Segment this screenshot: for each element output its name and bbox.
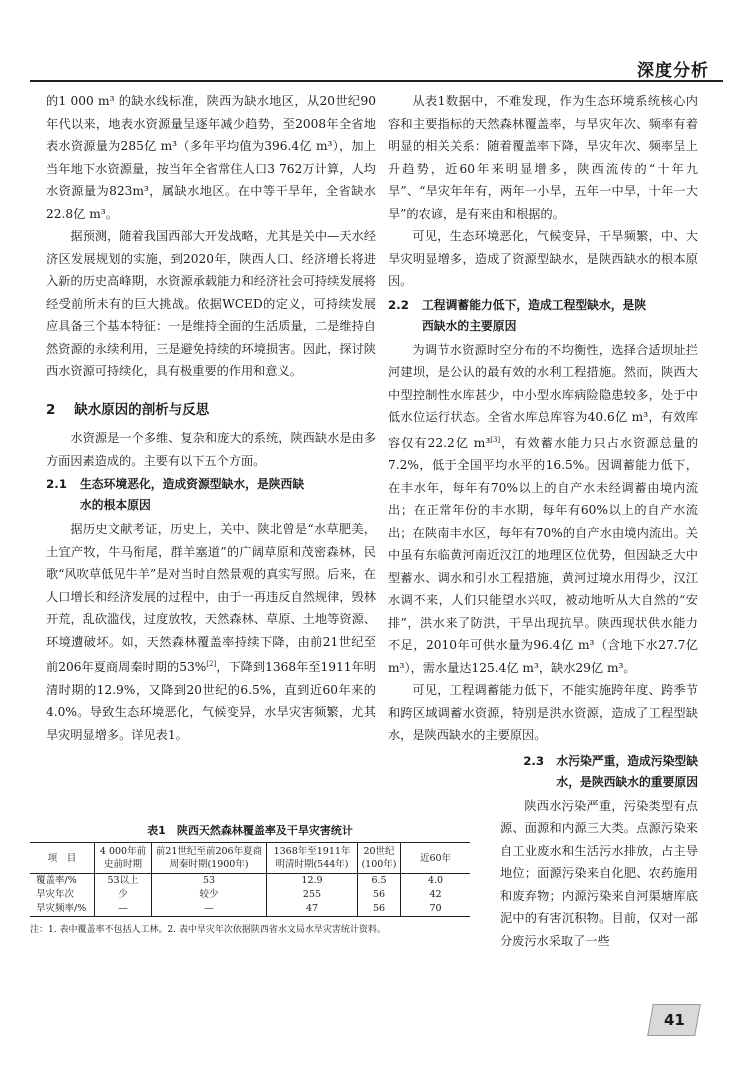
citation: [2] <box>206 660 217 668</box>
section-title-text: 缺水原因的剖析与反思 <box>74 401 210 418</box>
table-cell: 覆盖率/% <box>36 875 77 886</box>
table-cell: 255 <box>267 888 358 902</box>
paragraph-text: ，下降到1368年至1911年明清时期的12.9%，又降到20世纪的6.5%，直到近60年来的4.0%。导致生态环境恶化，气候变异，水旱灾害频繁，尤其旱灾明显增多。详见表1。 <box>46 660 376 742</box>
citation: [3] <box>490 435 501 444</box>
subsection-heading <box>388 295 698 337</box>
column-header: 20世纪(100年) <box>358 843 401 874</box>
paragraph-text: ，有效蓄水能力只占水资源总量的7.2%，低于全国平均水平的16.5%。因调蓄能力低下，在丰水年，每年有70%以上的自产水未经调蓄由境内流出；在正常年份的丰水期，每年有60%以上的自产水流出；在陕南丰水区，每年有70%的自产水由境内流出。关中虽有东临黄河南近汉江的地理区位优势，但因缺乏大中型蓄水、调水和引水工程措施，黄河过境水用得少，汉江水调不来，人们只能望水兴叹，被动地听从大自然的“安排”，洪水来了防洪，干旱出现抗旱。陕西现状供水能力不足，2010年可供水量为96.4亿 m³（含地下水27.7亿 m³），需水量达125.4亿 m³，缺水29亿 m³。 <box>388 435 699 675</box>
page-number-badge <box>647 1004 701 1036</box>
page-number: 41 <box>663 1011 685 1029</box>
subsection-title-cont: 西缺水的主要原因 <box>422 318 517 333</box>
table-row <box>30 902 470 917</box>
table-cell: — <box>95 902 152 917</box>
paragraph: 可见，生态环境恶化，气候变异，干旱频繁，中、大旱灾明显增多，造成了资源型缺水，是陕西缺水的根本原因。 <box>388 229 698 288</box>
table-row <box>30 874 470 889</box>
subsection-number: 2.3 <box>523 753 545 768</box>
table-cell: 70 <box>401 902 471 917</box>
table-caption: 表1 陕西天然森林覆盖率及干旱灾害统计 <box>147 824 353 837</box>
paragraph: 水资源是一个多维、复杂和庞大的系统，陕西缺水是由多方面因素造成的。主要有以下五个方面。 <box>46 431 376 468</box>
data-table <box>30 842 470 917</box>
column-header: 4 000年前史前时期 <box>95 843 152 874</box>
column-header: 项 目 <box>30 843 95 874</box>
paragraph-text: 为调节水资源时空分布的不均衡性，选择合适坝址拦河建坝，是公认的最有效的水利工程措施。然而，陕西大中型控制性水库甚少，中小型水库病险隐患较多，处于中低水位运行状态。全省水库总库容为40.6亿 m³，有效库容仅有22.2亿 m³ <box>388 342 698 450</box>
table-cell: 12.9 <box>267 874 358 889</box>
paragraph: 陕西水污染严重，污染类型有点源、面源和内源三大类。点源污染来自工业废水和生活污水排放，占主导地位；面源污染来自化肥、农药施用和废弃物；内源污染来自河渠塘库底泥中的有害沉积物。目前，仅对一部分废污水采取了一些 <box>500 798 698 948</box>
subsection-title-cont: 水，是陕西缺水的重要原因 <box>556 774 698 789</box>
table-cell: 旱灾频率/% <box>30 902 95 917</box>
subsection-title: 水污染严重，造成污染型缺 <box>556 753 698 768</box>
header-rule <box>30 80 723 82</box>
section-heading <box>46 399 376 422</box>
page-header <box>30 50 723 81</box>
paragraph: 据预测，随着我国西部大开发战略，尤其是关中—天水经济区发展规划的实施，到2020年，陕西人口、经济增长将进入新的历史高峰期，水资源承载能力和经济社会可持续发展将经受前所未有的巨大挑战。依据WCED的定义，可持续发展应具备三个基本特征：一是维持全面的生活质量，二是维持自然资源的永续利用，三是避免持续的环境损害。因此，探讨陕西水资源可持续化，具有极重要的作用和意义。 <box>46 229 376 378</box>
table-note: 注：1. 表中覆盖率不包括人工林。2. 表中旱灾年次依据陕西省水文局水旱灾害统计资料。 <box>30 925 386 935</box>
table-cell: 53 <box>152 874 267 889</box>
subsection-number: 2.1 <box>46 477 67 491</box>
column-header: 近60年 <box>401 843 471 874</box>
table-cell: 旱灾年次 <box>36 889 75 900</box>
table-cell: 47 <box>267 902 358 917</box>
subsection-heading <box>388 751 698 793</box>
table-cell: 6.5 <box>358 874 401 889</box>
table-cell: 42 <box>401 888 471 902</box>
table-cell: 少 <box>95 888 152 902</box>
subsection-title: 生态环境恶化，造成资源型缺水，是陕西缺 <box>80 477 305 491</box>
table-cell: 56 <box>358 902 401 917</box>
paragraph: 可见，工程调蓄能力低下，不能实施跨年度、跨季节和跨区域调蓄水资源，特别是洪水资源，造成了工程型缺水，是陕西缺水的主要原因。 <box>388 683 698 743</box>
left-column <box>46 90 376 746</box>
table-cell: 53以上 <box>95 874 152 889</box>
paragraph: 从表1数据中，不难发现，作为生态环境系统核心内容和主要指标的天然森林覆盖率，与旱灾年次、频率有着明显的相关关系：随着覆盖率下降，旱灾年次、频率呈上升趋势，近60年来明显增多，陕西流传的“十年九旱”、“旱灾年年有，两年一小旱，五年一中旱，十年一大旱”的农谚，是有来由和根据的。 <box>388 94 698 221</box>
column-header: 1368年至1911年明清时期(544年) <box>267 843 358 874</box>
paragraph: 的1 000 m³ 的缺水线标准，陕西为缺水地区，从20世纪90年代以来，地表水资源量呈逐年减少趋势，至2008年全省地表水资源量为285亿 m³（多年平均值为396.4亿 m³），加上当年地下水资源量，按当年全省常住人口3 762万计算，人均水资源量为823m³，属缺水地区。在中等干旱年，全省缺水22.8亿 m³。 <box>46 94 376 221</box>
subsection-heading <box>46 474 376 516</box>
column-header: 前21世纪至前206年夏商周秦时期(1900年) <box>152 843 267 874</box>
forest-drought-table <box>30 822 470 935</box>
table-cell: 4.0 <box>401 874 471 889</box>
table-cell: 较少 <box>152 888 267 902</box>
paragraph <box>388 339 698 680</box>
subsection-title-cont: 水的根本原因 <box>80 498 151 512</box>
paragraph-text: 据历史文献考证，历史上，关中、陕北曾是“水草肥美，土宜产牧，牛马衔尾，群羊塞道”的广阔草原和茂密森林，民歌“风吹草低见牛羊”是对当时自然景观的真实写照。后来，在人口增长和经济发展的过程中，由于一再违反自然规律，毁林开荒，乱砍滥伐，过度放牧，天然森林、草原、土地等资源、环境遭破坏。如，天然森林覆盖率持续下降，由前21世纪至前206年夏商周秦时期的53% <box>46 522 376 675</box>
table-row <box>30 888 470 902</box>
paragraph <box>46 518 376 746</box>
subsection-number: 2.2 <box>388 297 409 312</box>
section-title: 深度分析 <box>637 61 709 81</box>
table-header-row <box>30 843 470 874</box>
section-number: 2 <box>46 401 56 418</box>
table-cell: — <box>152 902 267 917</box>
subsection-title: 工程调蓄能力低下，造成工程型缺水，是陕 <box>422 297 647 312</box>
table-cell: 56 <box>358 888 401 902</box>
